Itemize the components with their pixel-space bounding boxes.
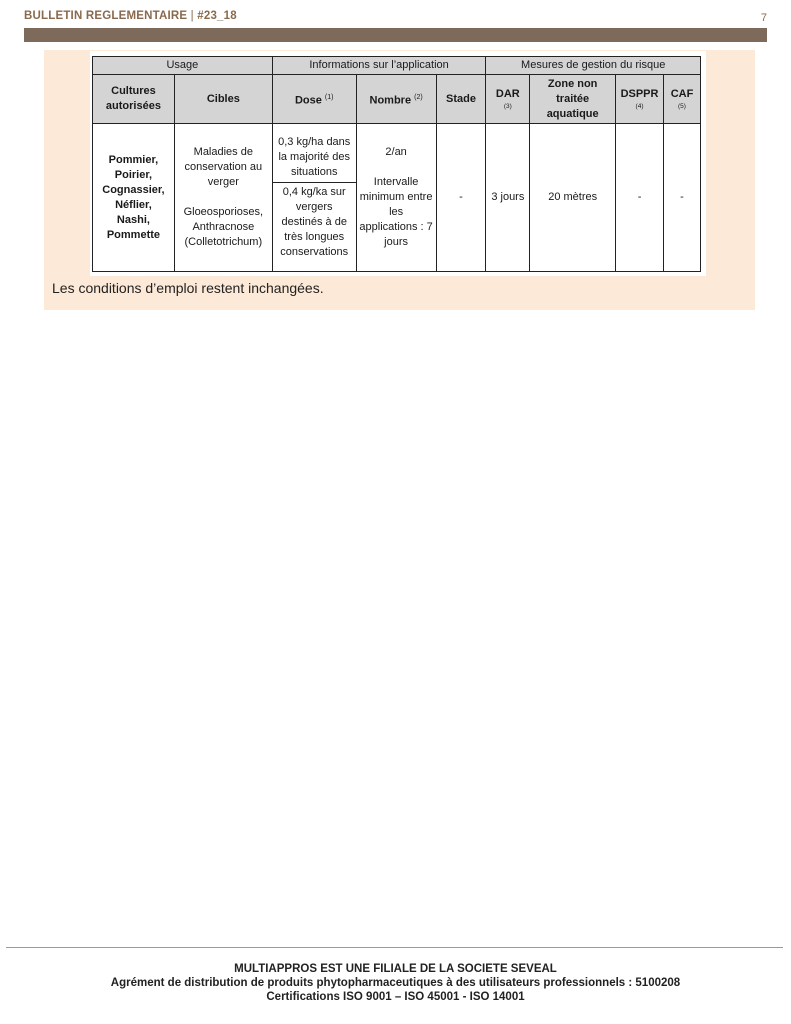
cell-stade: - [436,124,486,272]
cell-nombre: 2/an Intervalle minimum entre les applications : 7 jours [356,124,436,272]
cell-cibles: Maladies de conservation au verger Gloeosporioses, Anthracnose (Colletotrichum) [174,124,272,272]
page-number: 7 [760,12,767,24]
cell-cultures: Pommier, Poirier, Cognassier, Néflier, Nashi, Pommette [93,124,175,272]
col-cultures: Cultures autorisées [93,75,175,124]
footer-certifications: Certifications ISO 9001 – ISO 45001 - ISO 14001 [266,991,525,1003]
cell-caf: - [664,124,701,272]
footer-agrement: Agrément de distribution de produits phytopharmaceutiques à des utilisateurs professionnels : 5100208 [110,977,681,989]
col-cibles: Cibles [174,75,272,124]
group-risk: Mesures de gestion du risque [486,57,701,75]
dose-standard: 0,3 kg/ha dans la majorité des situations [273,133,356,183]
usage-table [92,56,701,272]
col-nombre: Nombre $^{(2)}$ [356,75,436,124]
col-caf: CAF (5) [664,75,701,124]
cell-dsppr: - [616,124,664,272]
column-header-row [93,75,701,124]
col-dose: Dose $^{(1)}$ [272,75,356,124]
bulletin-title: BULLETIN REGLEMENTAIRE | #23_18 [24,10,237,22]
group-header-row [93,57,701,75]
cell-dar: 3 jours [486,124,530,272]
footer [0,962,791,1004]
footer-company: MULTIAPPROS EST UNE FILIALE DE LA SOCIETE SEVEAL [234,963,557,975]
col-dsppr: DSPPR (4) [616,75,664,124]
cell-zone: 20 mètres [530,124,616,272]
col-stade: Stade [436,75,486,124]
footer-divider [6,947,783,948]
col-zone: Zone non traitée aquatique [530,75,616,124]
col-dar: DAR (3) [486,75,530,124]
group-usage: Usage [93,57,273,75]
dose-long-storage: 0,4 kg/ka sur vergers destinés à de très longues conservations [280,186,349,258]
table-row [93,124,701,272]
closing-note: Les conditions d’emploi restent inchangées. [52,280,324,296]
cell-dose [272,124,356,272]
group-application: Informations sur l’application [272,57,486,75]
header-divider-bar [24,28,767,42]
